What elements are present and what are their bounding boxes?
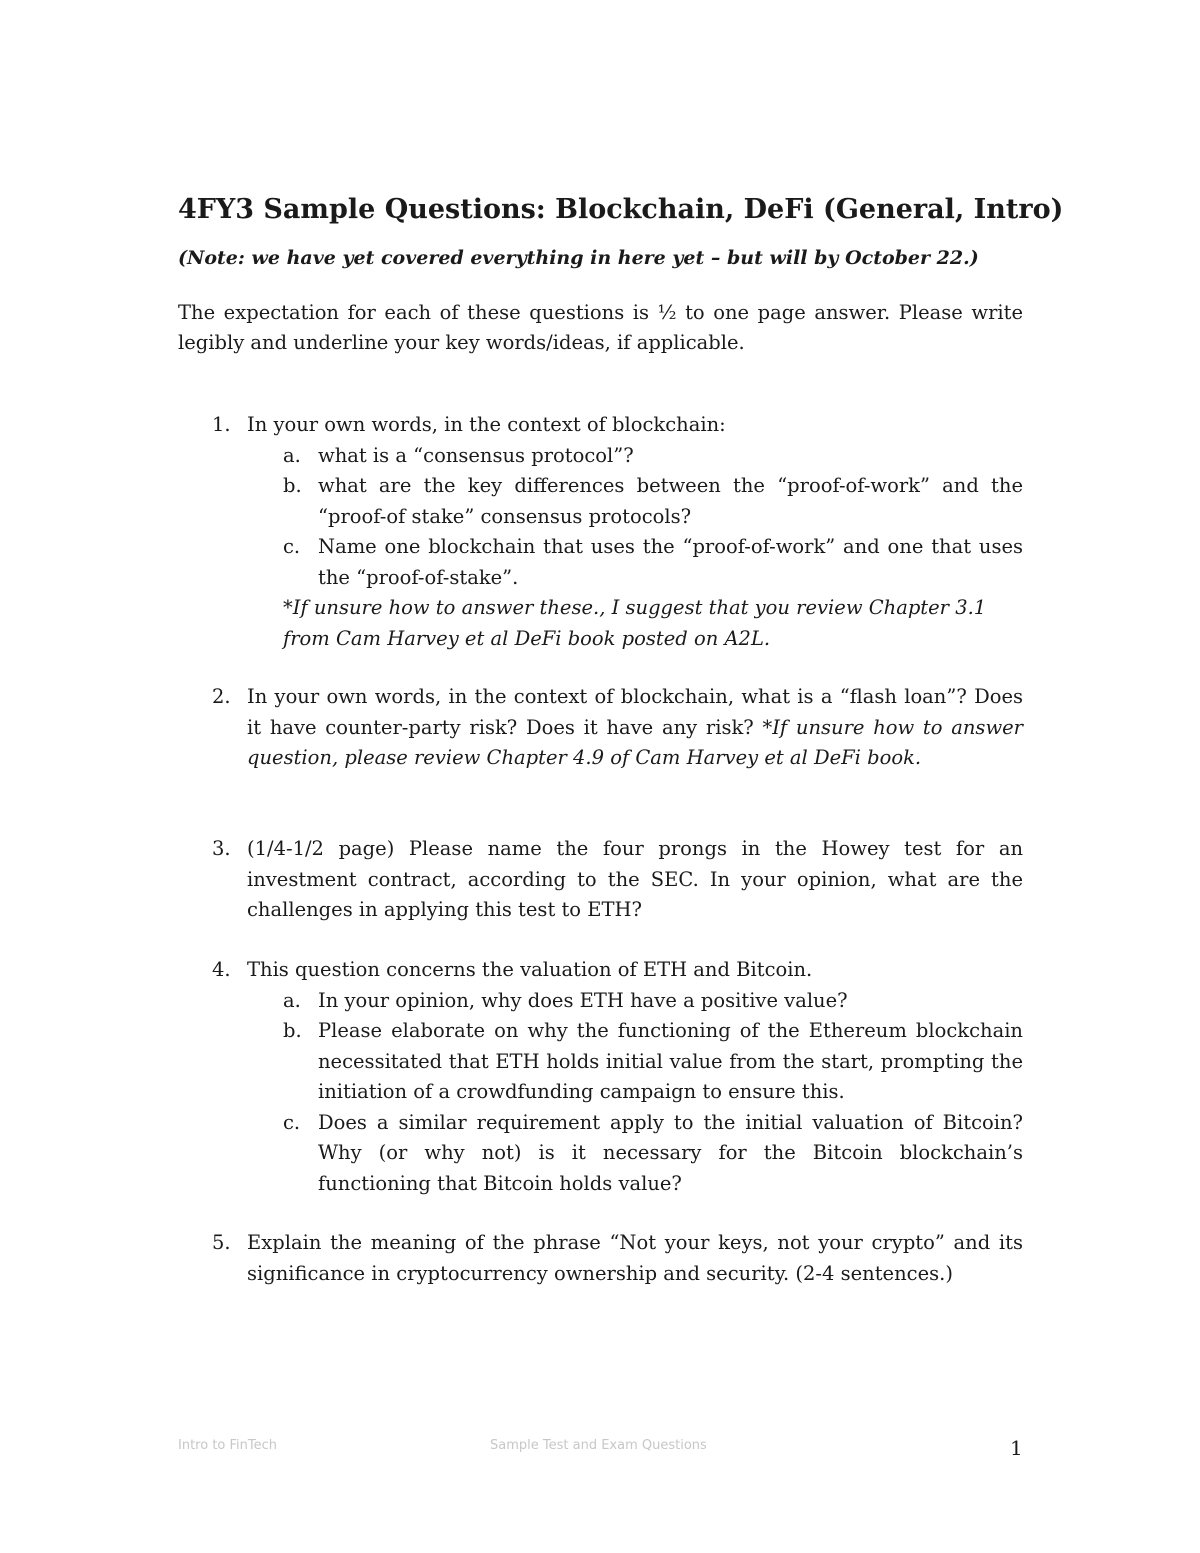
sub-question-letter: c.	[283, 535, 301, 558]
question-text: Explain the meaning of the phrase “Not your keys, not your crypto” and its significance in cryptocurrency ownership and security. (2-4 sentences.)	[247, 1231, 1023, 1285]
instructions-paragraph: The expectation for each of these questions is ½ to one page answer. Please write legibly and underline your key words/ideas, if applicable.	[178, 301, 1023, 354]
coverage-note: (Note: we have yet covered everything in here yet – but will by October 22.)	[178, 247, 979, 269]
question-text: In your own words, in the context of blockchain:	[247, 413, 726, 436]
sub-question-4c	[283, 1108, 1023, 1200]
sub-question-letter: c.	[283, 1110, 301, 1134]
sub-question-letter: a.	[283, 988, 301, 1012]
sub-question-text: Does a similar requirement apply to the initial valuation of Bitcoin? Why (or why not) is it necessary for the Bitcoin blockchain’s functioning that Bitcoin holds value?	[318, 1110, 1023, 1195]
question-2	[178, 682, 1023, 774]
footer-course-name: Intro to FinTech	[178, 1438, 277, 1453]
sub-question-4a	[283, 986, 1023, 1017]
sub-question-text: Please elaborate on why the functioning of the Ethereum blockchain necessitated that ETH holds initial value from the start, prompting the initiation of a crowdfunding campaign to ensure this.	[318, 1019, 1023, 1103]
sub-question-letter: b.	[283, 1019, 302, 1042]
page-title: 4FY3 Sample Questions: Blockchain, DeFi (General, Intro)	[178, 194, 1064, 225]
sub-question-4b	[283, 1016, 1023, 1108]
sub-question-text: In your opinion, why does ETH have a positive value?	[318, 988, 848, 1012]
page-number: 1	[1010, 1436, 1023, 1460]
sub-question-text: what are the key differences between the “proof-of-work” and the “proof-of stake” consensus protocols?	[318, 474, 1023, 528]
sub-question-1c	[283, 532, 1023, 593]
question-text: (1/4-1/2 page) Please name the four prongs in the Howey test for an investment contract, according to the SEC. In your opinion, what are the challenges in applying this test to ETH?	[247, 837, 1023, 921]
question-4	[178, 955, 1023, 1199]
sub-question-text: Name one blockchain that uses the “proof-of-work” and one that uses the “proof-of-stake”.	[318, 535, 1023, 589]
sub-question-1b	[283, 471, 1023, 532]
question-number: 2.	[212, 685, 231, 708]
question-number: 3.	[212, 837, 231, 860]
sub-question-letter: b.	[283, 474, 302, 497]
question-number: 5.	[212, 1231, 231, 1254]
question-text: This question concerns the valuation of ETH and Bitcoin.	[247, 958, 813, 981]
question-number: 1.	[212, 413, 231, 436]
study-hint: *If unsure how to answer these., I suggest that you review Chapter 3.1 from Cam Harvey et al DeFi book posted on A2L.	[283, 596, 987, 650]
study-hint: *If unsure how to answer question, please review Chapter 4.9 of Cam Harvey et al DeFi book.	[247, 715, 1023, 769]
question-text: In your own words, in the context of blockchain, what is a “flash loan”? Does it have counter-party risk? Does it have any risk?	[247, 685, 1023, 739]
question-1	[178, 410, 1023, 654]
sub-question-text: what is a “consensus protocol”?	[318, 443, 634, 467]
question-5	[178, 1228, 1023, 1289]
sub-question-letter: a.	[283, 443, 301, 467]
question-3	[178, 834, 1023, 926]
sub-question-1a	[283, 441, 1023, 472]
question-number: 4.	[212, 958, 231, 981]
footer-document-name: Sample Test and Exam Questions	[490, 1438, 707, 1453]
